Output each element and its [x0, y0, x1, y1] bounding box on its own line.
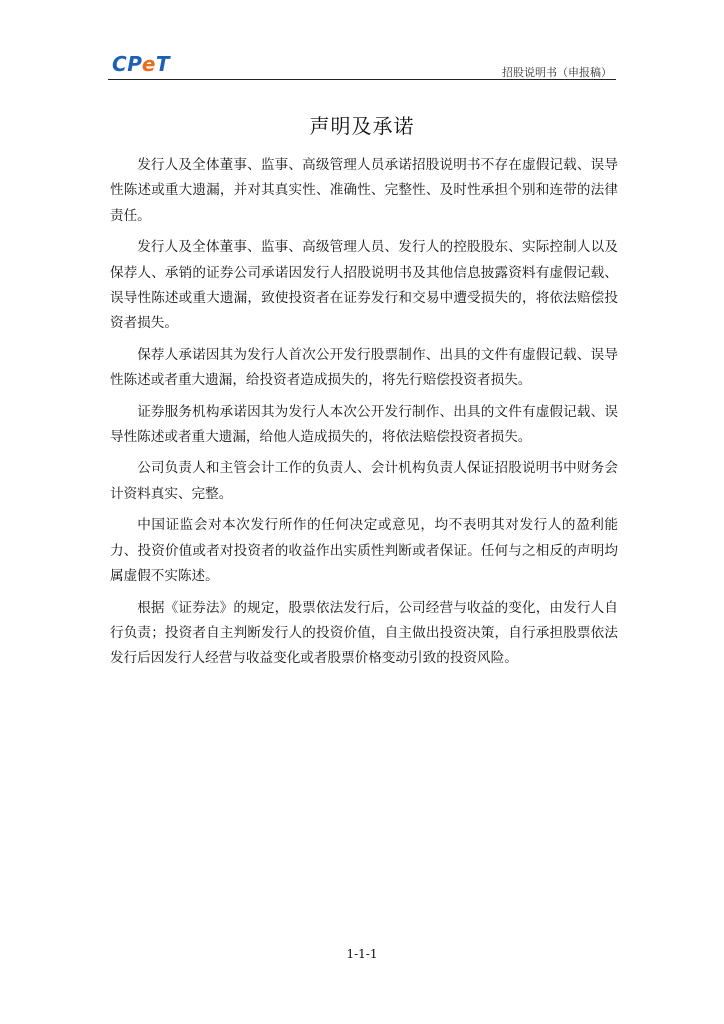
- paragraph: 中国证监会对本次发行所作的任何决定或意见，均不表明其对发行人的盈利能力、投资价值或者对投资者的收益作出实质性判断或者保证。任何与之相反的声明均属虚假不实陈述。: [110, 517, 618, 585]
- page-title: 声明及承诺: [309, 114, 415, 138]
- paragraph: 公司负责人和主管会计工作的负责人、会计机构负责人保证招股说明书中财务会计资料真实、完整。: [110, 460, 618, 502]
- company-logo: [112, 52, 170, 76]
- document-label: 招股说明书（申报稿）: [502, 66, 612, 79]
- logo-text: CPeT: [112, 52, 171, 76]
- page-number: 1-1-1: [346, 947, 378, 961]
- header-divider: [108, 79, 616, 80]
- paragraph: 根据《证券法》的规定，股票依法发行后，公司经营与收益的变化，由发行人自行负责；投资者自主判断发行人的投资价值，自主做出投资决策，自行承担股票依法发行后因发行人经营与收益变化或者股票价格变动引致的投资风险。: [110, 599, 618, 667]
- paragraph: 保荐人承诺因其为发行人首次公开发行股票制作、出具的文件有虚假记载、误导性陈述或者重大遗漏，给投资者造成损失的，将先行赔偿投资者损失。: [110, 346, 618, 389]
- paragraph: 证券服务机构承诺因其为发行人本次公开发行制作、出具的文件有虚假记载、误导性陈述或者重大遗漏，给他人造成损失的，将依法赔偿投资者损失。: [110, 403, 618, 446]
- paragraph: 发行人及全体董事、监事、高级管理人员承诺招股说明书不存在虚假记载、误导性陈述或重大遗漏，并对其真实性、准确性、完整性、及时性承担个别和连带的法律责任。: [110, 157, 618, 224]
- paragraph: 发行人及全体董事、监事、高级管理人员、发行人的控股股东、实际控制人以及保荐人、承销的证券公司承诺因发行人招股说明书及其他信息披露资料有虚假记载、误导性陈述或重大遗漏，致使投资者在证券发行和交易中遭受损失的，将依法赔偿投资者损失。: [110, 239, 618, 332]
- document-body: [110, 153, 618, 678]
